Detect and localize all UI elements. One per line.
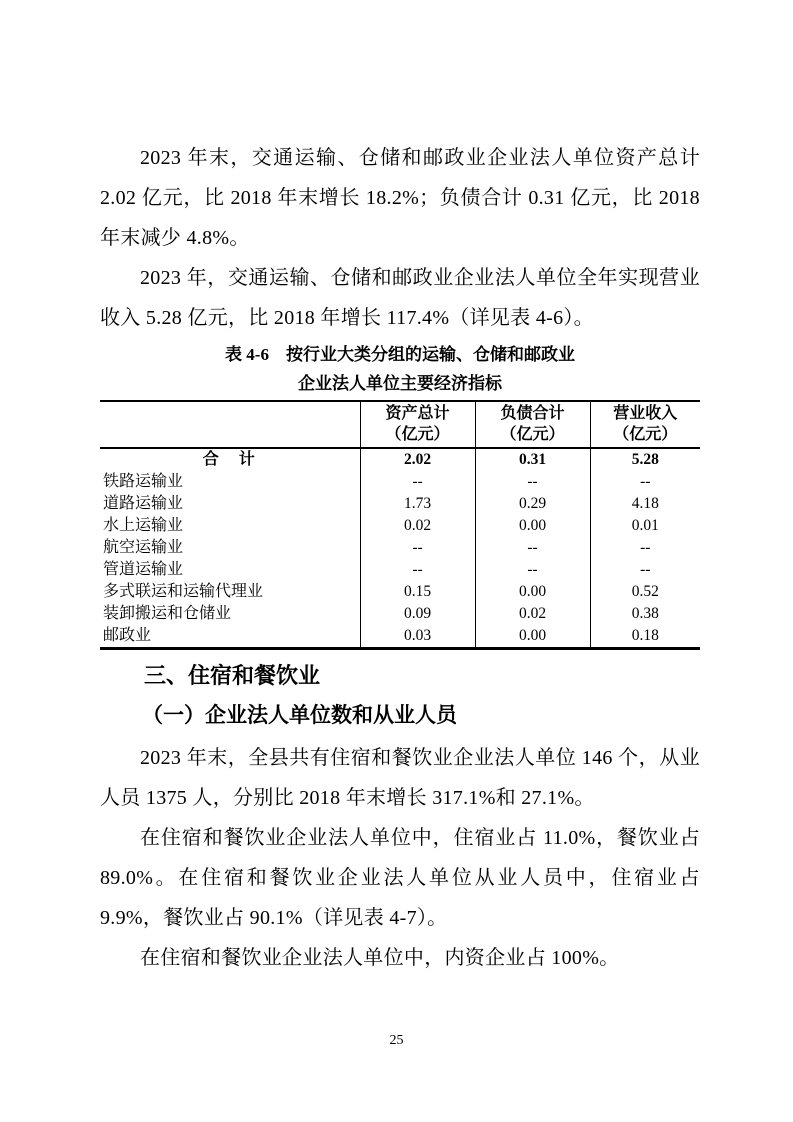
paragraph-units-employees: 2023 年末，全县共有住宿和餐饮业企业法人单位 146 个，从业人员 1375 人，分别比 2018 年末增长 317.1%和 27.1%。 [100,747,700,809]
table-row-air [100,537,700,559]
header-liabilities-unit: （亿元） [500,426,565,443]
table-caption [100,340,700,398]
header-cell-industry [100,401,360,448]
table-body [100,448,700,649]
cell-assets: -- [360,559,475,581]
cell-revenue: -- [640,473,651,490]
cell-liabilities: 0.31 [475,448,590,471]
cell-revenue: 5.28 [631,451,659,468]
table-row-railway [100,471,700,493]
header-revenue-unit: （亿元） [613,426,678,443]
cell-assets: 0.15 [360,581,475,603]
cell-assets: 2.02 [360,448,475,471]
table-caption-line-1: 表 4-6 按行业大类分组的运输、仓储和邮政业 [225,345,575,364]
cell-liabilities: 0.00 [475,515,590,537]
cell-liabilities: 0.00 [475,625,590,649]
cell-revenue: -- [640,561,651,578]
header-cell-liabilities [475,401,590,448]
page-number: 25 [389,1033,404,1048]
cell-assets: 0.03 [360,625,475,649]
table-4-6 [100,400,700,650]
cell-revenue: 0.38 [631,605,659,622]
cell-revenue: 0.18 [631,627,659,644]
table-caption-line-2: 企业法人单位主要经济指标 [298,374,502,393]
table-row-warehousing [100,603,700,625]
cell-revenue: -- [640,539,651,556]
row-label: 管道运输业 [100,559,360,581]
paragraph-transport-assets: 2023 年末，交通运输、仓储和邮政业企业法人单位资产总计 2.02 亿元，比 2018 年末增长 18.2%；负债合计 0.31 亿元，比 2018 年末减少 4.8%。 [100,147,700,249]
cell-liabilities: -- [475,559,590,581]
cell-revenue: 0.52 [631,583,659,600]
table-row-total [100,448,700,471]
cell-assets: -- [360,471,475,493]
table-row-postal [100,625,700,649]
table-header [100,401,700,448]
table-row-water [100,515,700,537]
header-assets-name: 资产总计 [385,405,450,422]
cell-liabilities: -- [475,537,590,559]
cell-liabilities: 0.29 [475,493,590,515]
row-label: 道路运输业 [100,493,360,515]
cell-assets: -- [360,537,475,559]
cell-liabilities: -- [475,471,590,493]
table-row-multimodal [100,581,700,603]
table-row-road [100,493,700,515]
paragraph-domestic-share: 在住宿和餐饮业企业法人单位中，内资企业占 100%。 [140,947,620,969]
header-cell-revenue [590,401,700,448]
cell-revenue: 0.01 [631,517,659,534]
cell-liabilities: 0.02 [475,603,590,625]
paragraph-transport-revenue: 2023 年，交通运输、仓储和邮政业企业法人单位全年实现营业收入 5.28 亿元，比 2018 年增长 117.4%（详见表 4-6）。 [100,267,700,329]
row-label: 邮政业 [100,625,360,649]
cell-assets: 1.73 [360,493,475,515]
section-heading-accommodation-catering: 三、住宿和餐饮业 [144,663,321,688]
subsection-heading-legal-units: （一）企业法人单位数和从业人员 [142,703,457,727]
row-label: 装卸搬运和仓储业 [100,603,360,625]
header-cell-assets [360,401,475,448]
cell-assets: 0.02 [360,515,475,537]
row-label: 合 计 [100,448,360,471]
row-label: 航空运输业 [100,537,360,559]
header-liabilities-name: 负债合计 [500,405,565,422]
header-revenue-name: 营业收入 [613,405,678,422]
row-label: 多式联运和运输代理业 [100,581,360,603]
row-label: 铁路运输业 [100,471,360,493]
header-assets-unit: （亿元） [385,426,450,443]
table-header-row [100,401,700,448]
table-row-pipeline [100,559,700,581]
cell-assets: 0.09 [360,603,475,625]
row-label: 水上运输业 [100,515,360,537]
paragraph-accommodation-share: 在住宿和餐饮业企业法人单位中，住宿业占 11.0%，餐饮业占 89.0%。在住宿和餐饮业企业法人单位从业人员中，住宿业占 9.9%，餐饮业占 90.1%（详见表 4-7）。 [100,827,700,929]
cell-revenue: 4.18 [631,495,659,512]
cell-liabilities: 0.00 [475,581,590,603]
